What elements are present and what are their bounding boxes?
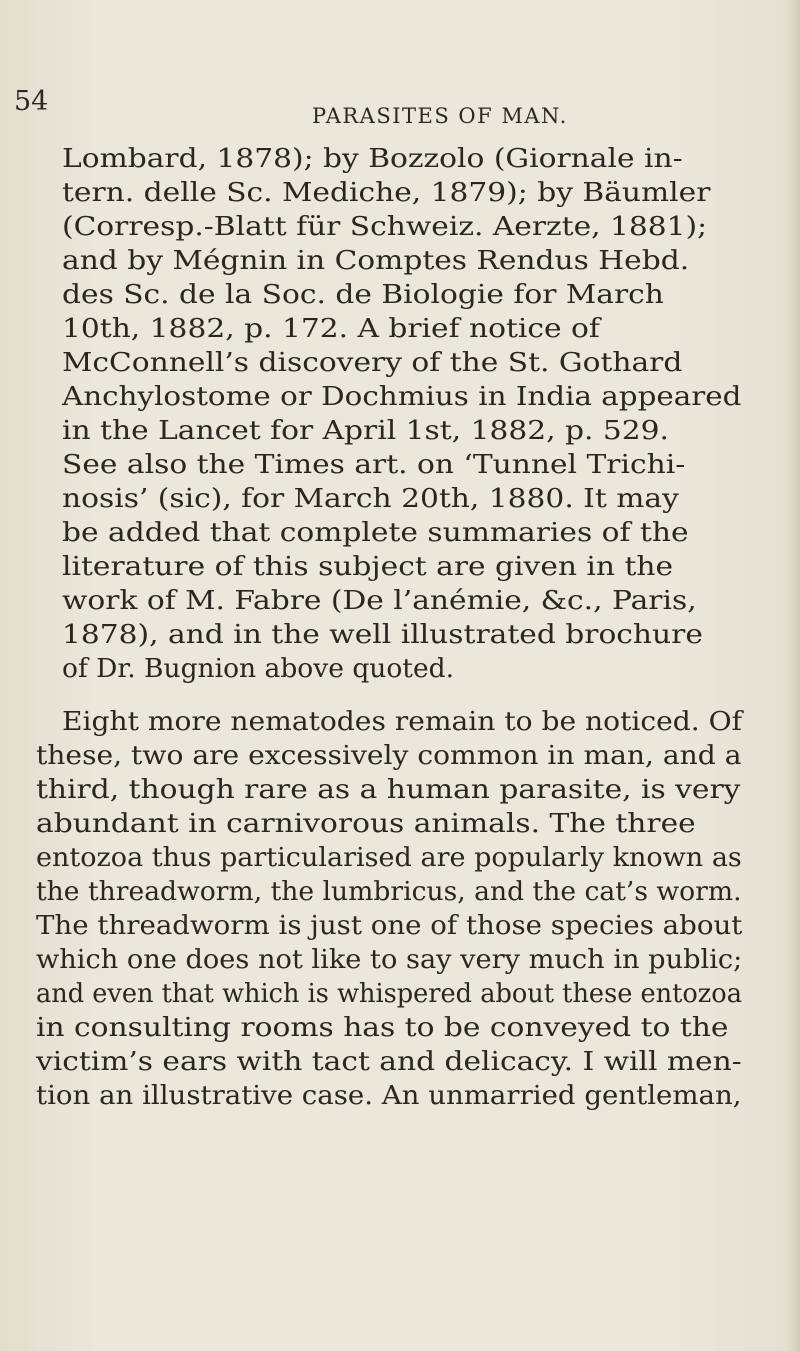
running-head-title: PARASITES OF MAN. [312, 104, 568, 128]
page-number: 54 [14, 86, 49, 117]
text-line: victim’s ears with tact and delicacy. I will men- [36, 1046, 742, 1077]
text-line: be added that complete summaries of the [62, 517, 689, 548]
text-line: des Sc. de la Soc. de Biologie for March [62, 279, 664, 310]
text-line: these, two are excessively common in man, and a [36, 740, 742, 771]
text-line: tern. delle Sc. Mediche, 1879); by Bäumler [62, 177, 711, 208]
text-line: nosis’ (sic), for March 20th, 1880. It may [62, 483, 679, 514]
text-line: and by Mégnin in Comptes Rendus Hebd. [62, 245, 690, 276]
text-line: Lombard, 1878); by Bozzolo (Giornale in- [62, 143, 683, 174]
text-line: Eight more nematodes remain to be noticed. Of [62, 706, 743, 737]
text-line: in the Lancet for April 1st, 1882, p. 529. [62, 415, 669, 446]
text-line: (Corresp.-Blatt für Schweiz. Aerzte, 1881); [62, 211, 708, 242]
text-line: in consulting rooms has to be conveyed to the [36, 1012, 729, 1043]
text-line: third, though rare as a human parasite, is very [36, 774, 741, 805]
text-line: McConnell’s discovery of the St. Gothard [62, 347, 683, 378]
text-line: and even that which is whispered about these entozoa [36, 978, 742, 1009]
text-line: tion an illustrative case. An unmarried gentleman, [36, 1080, 742, 1111]
text-line: See also the Times art. on ‘Tunnel Trichi- [62, 449, 686, 480]
text-line: of Dr. Bugnion above quoted. [62, 653, 455, 684]
text-line: entozoa thus particularised are popularly known as [36, 842, 742, 873]
text-line: Anchylostome or Dochmius in India appeared [62, 381, 742, 412]
text-line: The threadworm is just one of those species about [36, 910, 743, 941]
text-line: abundant in carnivorous animals. The three [36, 808, 696, 839]
text-line: 10th, 1882, p. 172. A brief notice of [62, 313, 600, 344]
text-line: literature of this subject are given in the [62, 551, 674, 582]
text-line: the threadworm, the lumbricus, and the cat’s worm. [36, 876, 742, 907]
text-line: 1878), and in the well illustrated brochure [62, 619, 703, 650]
text-line: work of M. Fabre (De l’anémie, &c., Paris, [62, 585, 697, 616]
text-line: which one does not like to say very much in public; [36, 944, 743, 975]
